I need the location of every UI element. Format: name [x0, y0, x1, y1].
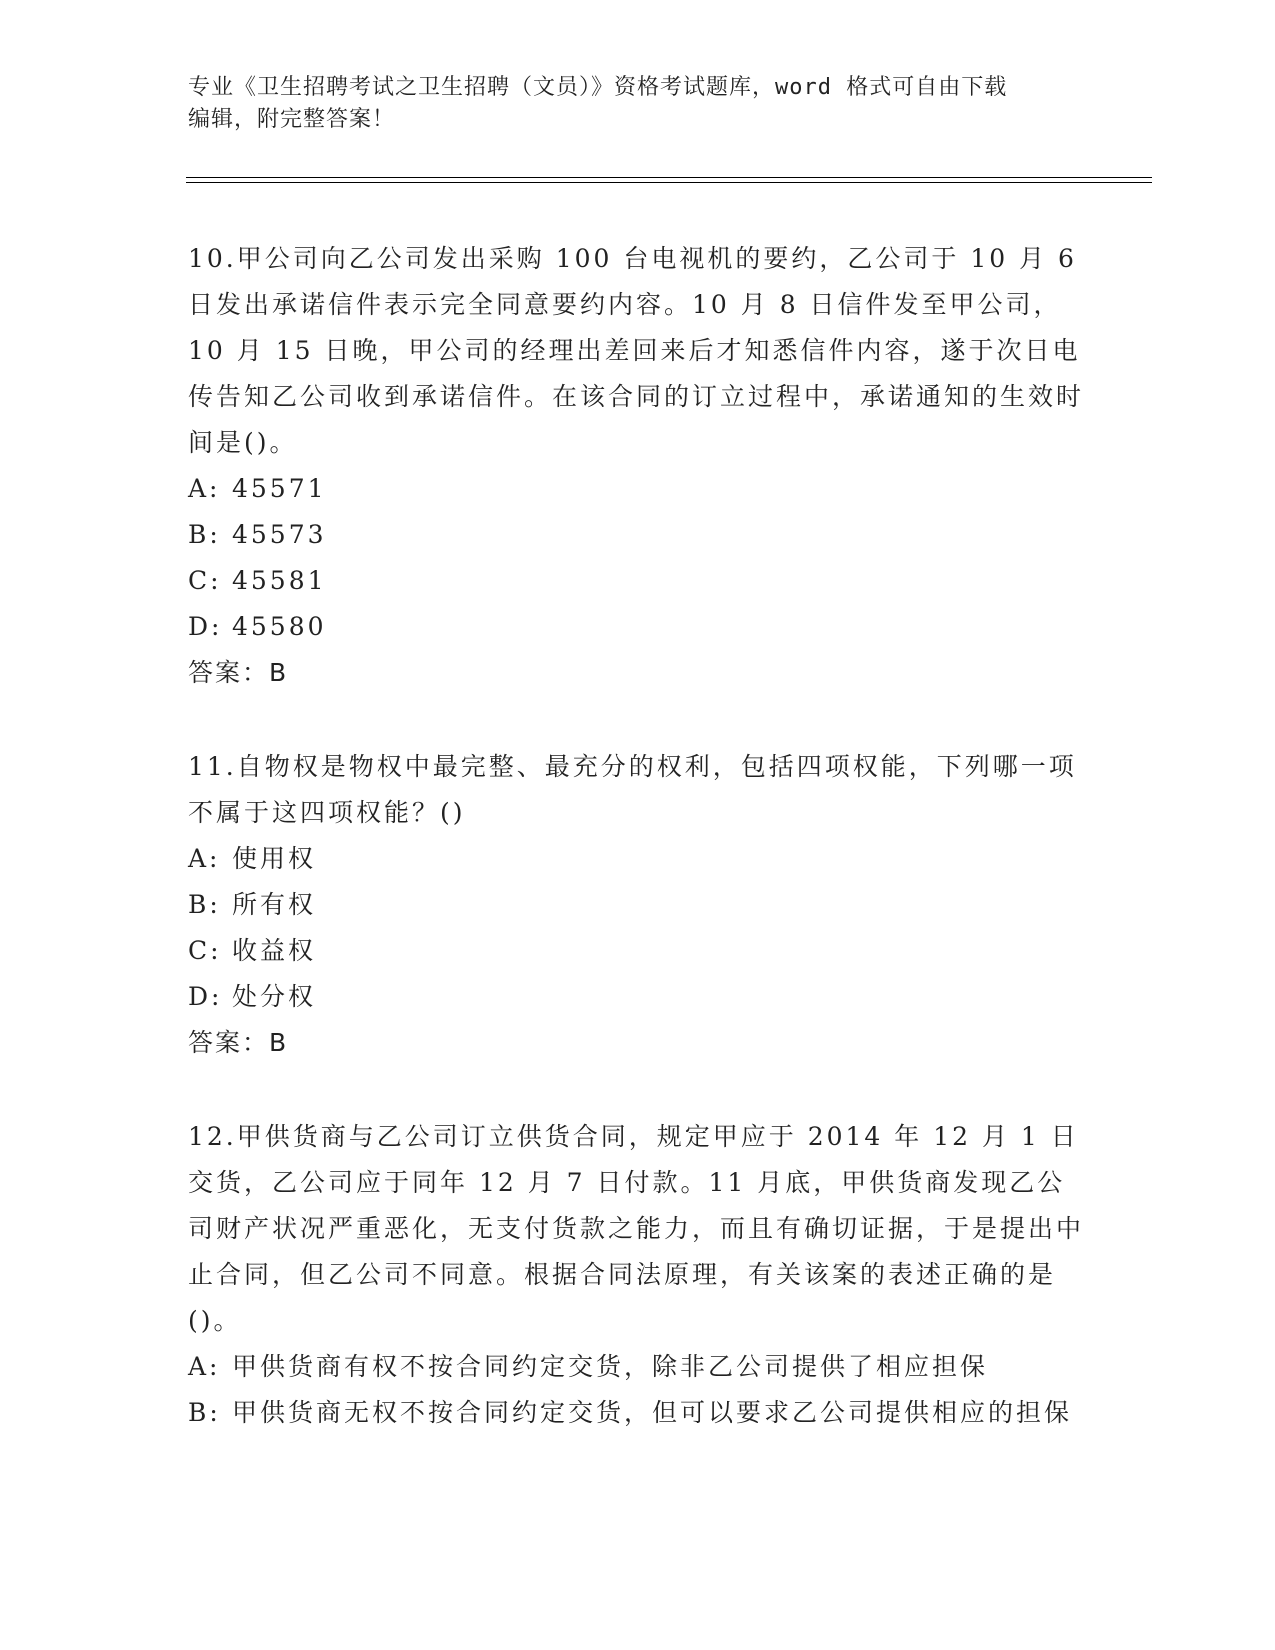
option-b: [188, 882, 1088, 928]
question-list: [188, 236, 1088, 1484]
option-c: [188, 558, 1088, 604]
question-text: 11.自物权是物权中最完整、最充分的权利，包括四项权能，下列哪一项不属于这四项权能？(): [188, 752, 1077, 827]
option-text: 甲供货商无权不按合同约定交货，但可以要求乙公司提供相应的担保: [232, 1398, 1073, 1427]
document-header: [188, 72, 1088, 136]
option-text: 处分权: [232, 982, 317, 1011]
option-letter: C:: [188, 936, 222, 965]
header-rule-bottom: [186, 182, 1152, 183]
option-text: 45571: [232, 474, 327, 503]
option-a: [188, 466, 1088, 512]
question-10: [188, 236, 1088, 696]
option-a: [188, 836, 1088, 882]
question-text: 10.甲公司向乙公司发出采购 100 台电视机的要约，乙公司于 10 月 6 日发出承诺信件表示完全同意要约内容。10 月 8 日信件发至甲公司，10 月 15 日晚，甲公司的经理出差回来后才知悉信件内容，遂于次日电传告知乙公司收到承诺信件。在该合同的订立过程中，承诺通知的生效时间是()。: [188, 244, 1085, 457]
option-letter: A:: [188, 474, 221, 503]
answer-line: 答案：B: [188, 1028, 289, 1057]
option-letter: B:: [188, 1398, 221, 1427]
option-letter: A:: [188, 844, 221, 873]
question-12: [188, 1114, 1088, 1436]
option-d: [188, 604, 1088, 650]
header-rule-top: [186, 177, 1152, 178]
option-letter: D:: [188, 982, 223, 1011]
option-letter: B:: [188, 890, 221, 919]
option-b: [188, 1390, 1088, 1436]
option-text: 甲供货商有权不按合同约定交货，除非乙公司提供了相应担保: [232, 1352, 989, 1381]
option-letter: C:: [188, 566, 222, 595]
option-b: [188, 512, 1088, 558]
option-d: [188, 974, 1088, 1020]
option-letter: A:: [188, 1352, 221, 1381]
option-text: 所有权: [232, 890, 317, 919]
question-text: 12.甲供货商与乙公司订立供货合同，规定甲应于 2014 年 12 月 1 日交货，乙公司应于同年 12 月 7 日付款。11 月底，甲供货商发现乙公司财产状况严重恶化，无支付货款之能力，而且有确切证据，于是提出中止合同，但乙公司不同意。根据合同法原理，有关该案的表述正确的是()。: [188, 1122, 1085, 1335]
option-letter: B:: [188, 520, 221, 549]
option-a: [188, 1344, 1088, 1390]
answer-line: 答案：B: [188, 658, 289, 687]
option-letter: D:: [188, 612, 223, 641]
option-text: 收益权: [232, 936, 317, 965]
header-line-2: 编辑，附完整答案！: [188, 107, 396, 132]
header-line-1: 专业《卫生招聘考试之卫生招聘（文员）》资格考试题库，word 格式可自由下载: [188, 75, 1008, 100]
option-text: 45581: [232, 566, 327, 595]
question-11: [188, 744, 1088, 1066]
option-text: 45580: [232, 612, 327, 641]
option-text: 45573: [232, 520, 327, 549]
option-text: 使用权: [232, 844, 317, 873]
option-c: [188, 928, 1088, 974]
